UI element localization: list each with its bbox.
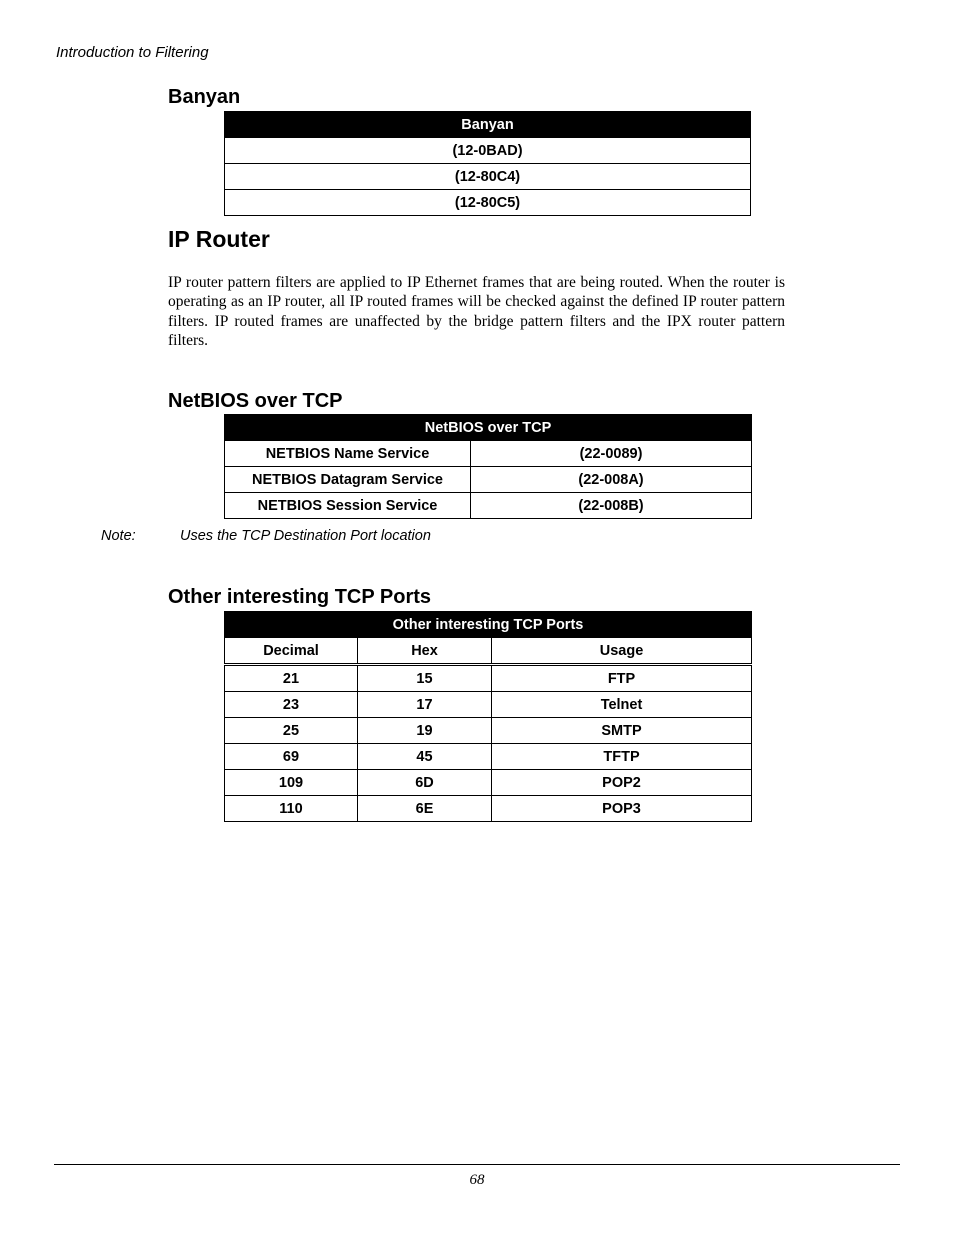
usage-cell: POP3 [492, 796, 752, 822]
service-name: NETBIOS Name Service [225, 441, 471, 467]
column-header-decimal: Decimal [225, 638, 358, 665]
usage-cell: TFTP [492, 744, 752, 770]
decimal-cell: 25 [225, 718, 358, 744]
usage-cell: SMTP [492, 718, 752, 744]
hex-cell: 19 [358, 718, 492, 744]
table-row [225, 665, 752, 692]
table-row [225, 718, 752, 744]
netbios-table [224, 414, 752, 519]
note-text: Uses the TCP Destination Port location [180, 528, 431, 544]
banyan-code: (12-80C5) [225, 190, 751, 216]
banyan-table-title: Banyan [225, 112, 751, 138]
table-row [225, 493, 752, 519]
netbios-heading: NetBIOS over TCP [168, 390, 343, 412]
usage-cell: Telnet [492, 692, 752, 718]
banyan-table [224, 111, 751, 216]
ip-router-heading: IP Router [168, 226, 270, 252]
note-label: Note: [101, 528, 136, 544]
table-row [225, 744, 752, 770]
ip-router-paragraph: IP router pattern filters are applied to IP Ethernet frames that are being routed. When the router is operating as an IP router, all IP routed frames will be checked against the defined IP router pattern filters. IP routed frames are unaffected by the bridge pattern filters and the IPX router pattern filters. [168, 274, 785, 349]
hex-cell: 17 [358, 692, 492, 718]
service-name: NETBIOS Datagram Service [225, 467, 471, 493]
decimal-cell: 69 [225, 744, 358, 770]
table-row [225, 796, 752, 822]
hex-cell: 6E [358, 796, 492, 822]
table-row [225, 441, 752, 467]
table-row [225, 467, 752, 493]
service-code: (22-0089) [471, 441, 752, 467]
tcp-ports-table [224, 611, 752, 822]
column-header-hex: Hex [358, 638, 492, 665]
service-code: (22-008A) [471, 467, 752, 493]
banyan-heading: Banyan [168, 86, 241, 108]
usage-cell: POP2 [492, 770, 752, 796]
running-header: Introduction to Filtering [56, 44, 209, 61]
hex-cell: 6D [358, 770, 492, 796]
hex-cell: 45 [358, 744, 492, 770]
decimal-cell: 109 [225, 770, 358, 796]
footer-rule [54, 1164, 900, 1165]
table-row [225, 164, 751, 190]
banyan-code: (12-80C4) [225, 164, 751, 190]
table-row [225, 190, 751, 216]
table-row [225, 692, 752, 718]
service-name: NETBIOS Session Service [225, 493, 471, 519]
tcp-ports-heading: Other interesting TCP Ports [168, 586, 432, 608]
tcp-ports-table-title: Other interesting TCP Ports [225, 612, 752, 638]
usage-cell: FTP [492, 665, 752, 692]
table-row [225, 770, 752, 796]
decimal-cell: 21 [225, 665, 358, 692]
table-row [225, 138, 751, 164]
page-number: 68 [469, 1172, 485, 1188]
service-code: (22-008B) [471, 493, 752, 519]
column-header-usage: Usage [492, 638, 752, 665]
netbios-table-title: NetBIOS over TCP [225, 415, 752, 441]
hex-cell: 15 [358, 665, 492, 692]
banyan-code: (12-0BAD) [225, 138, 751, 164]
decimal-cell: 23 [225, 692, 358, 718]
decimal-cell: 110 [225, 796, 358, 822]
